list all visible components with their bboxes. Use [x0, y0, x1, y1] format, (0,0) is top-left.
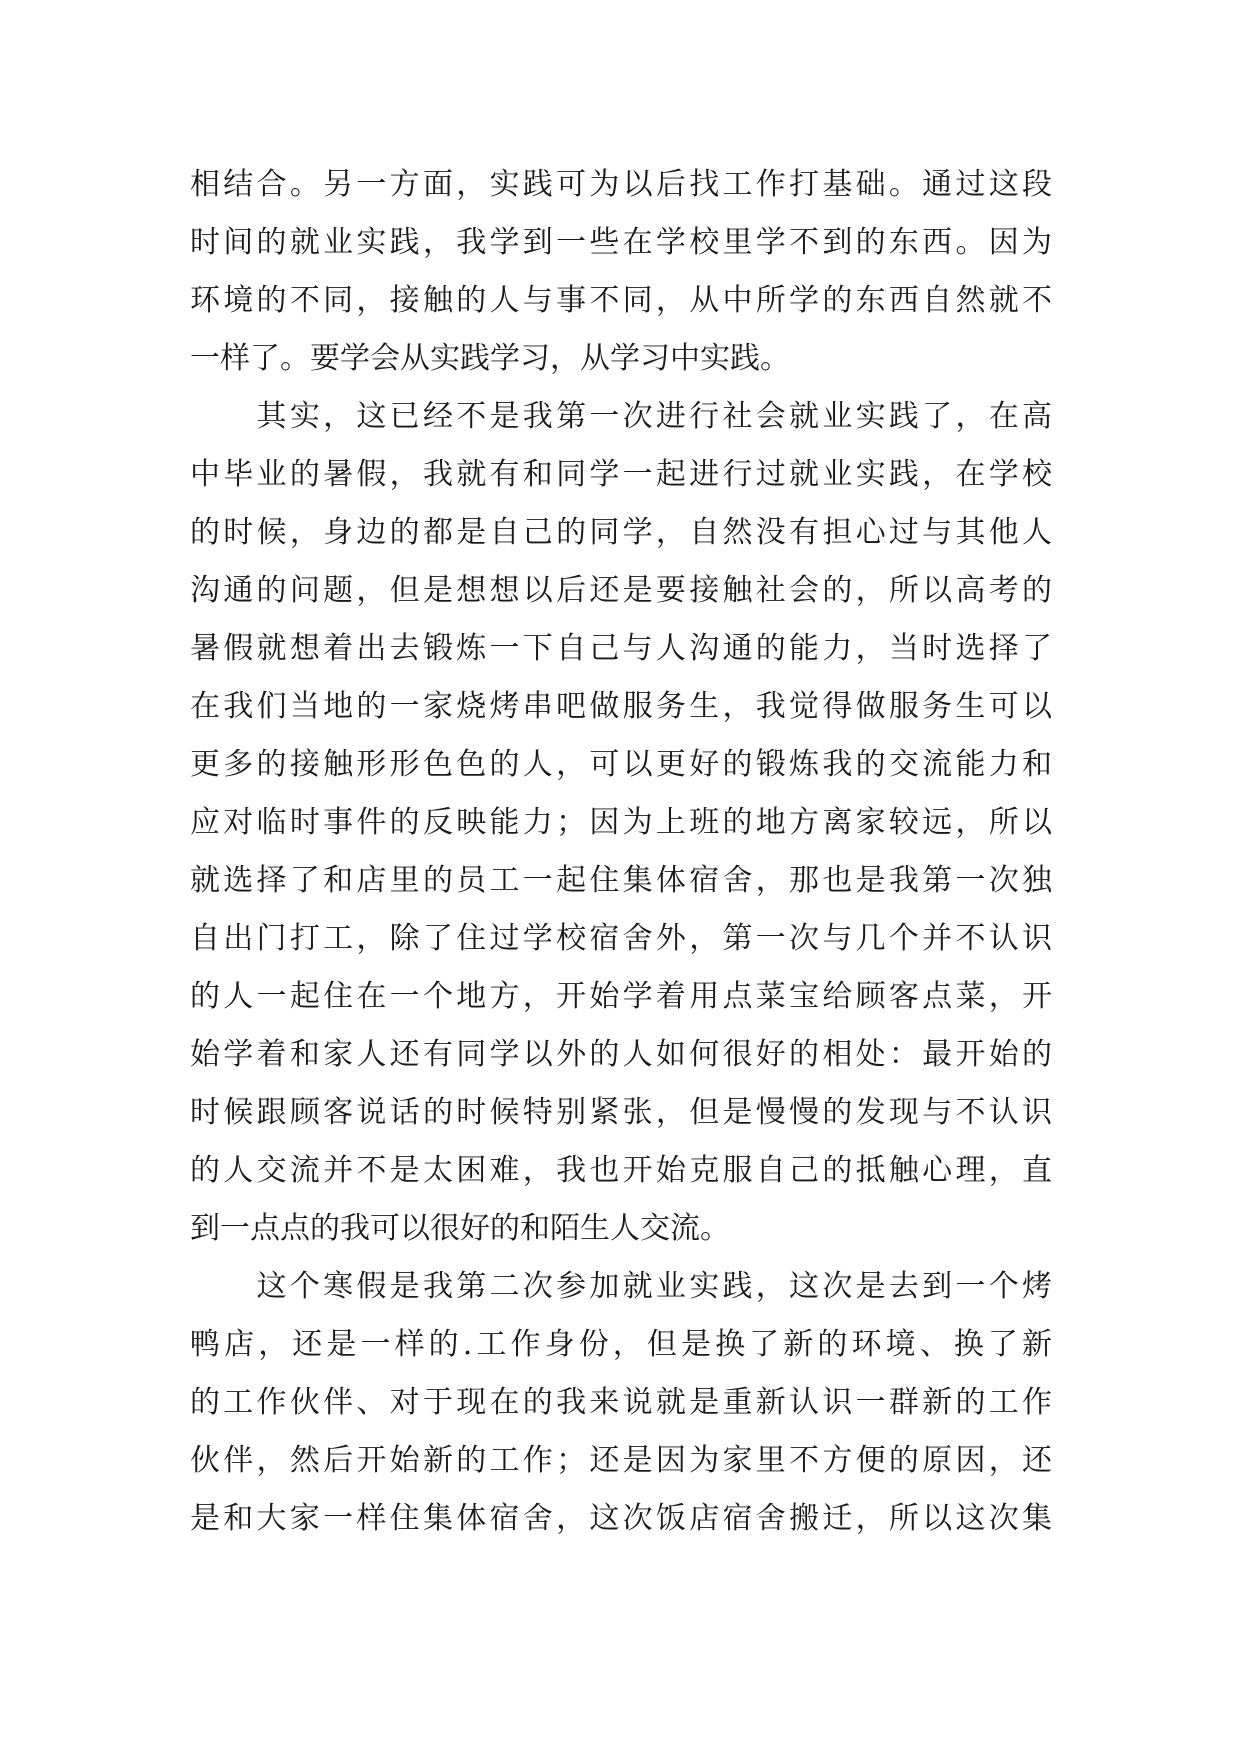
text-line: 这个寒假是我第二次参加就业实践，这次是去到一个烤: [190, 1269, 1052, 1304]
text-line: 时候跟顾客说话的时候特别紧张，但是慢慢的发现与不认识: [190, 1095, 1052, 1130]
text-line: 就选择了和店里的员工一起住集体宿舍，那也是我第一次独: [190, 863, 1052, 898]
text-line: 环境的不同，接触的人与事不同，从中所学的东西自然就不: [190, 283, 1052, 318]
text-line: 一样了。要学会从实践学习，从学习中实践。: [190, 341, 790, 376]
text-line: 时间的就业实践，我学到一些在学校里学不到的东西。因为: [190, 225, 1052, 260]
text-line: 其实，这已经不是我第一次进行社会就业实践了，在高: [190, 399, 1052, 434]
text-line: 是和大家一样住集体宿舍，这次饭店宿舍搬迁，所以这次集: [190, 1501, 1052, 1536]
text-line: 自出门打工，除了住过学校宿舍外，第一次与几个并不认识: [190, 921, 1052, 956]
text-line: 在我们当地的一家烧烤串吧做服务生，我觉得做服务生可以: [190, 689, 1052, 724]
text-line: 应对临时事件的反映能力；因为上班的地方离家较远，所以: [190, 805, 1052, 840]
text-line: 暑假就想着出去锻炼一下自己与人沟通的能力，当时选择了: [190, 631, 1052, 666]
text-line: 的工作伙伴、对于现在的我来说就是重新认识一群新的工作: [190, 1385, 1052, 1420]
text-line: 的人交流并不是太困难，我也开始克服自己的抵触心理，直: [190, 1153, 1052, 1188]
text-line: 更多的接触形形色色的人，可以更好的锻炼我的交流能力和: [190, 747, 1052, 782]
text-line: 鸭店，还是一样的.工作身份，但是换了新的环境、换了新: [190, 1327, 1052, 1362]
text-line: 沟通的问题，但是想想以后还是要接触社会的，所以高考的: [190, 573, 1052, 608]
text-line: 的时候，身边的都是自己的同学，自然没有担心过与其他人: [190, 515, 1052, 550]
text-line: 的人一起住在一个地方，开始学着用点菜宝给顾客点菜，开: [190, 979, 1052, 1014]
text-line: 到一点点的我可以很好的和陌生人交流。: [190, 1211, 730, 1246]
body-text: [190, 156, 1052, 1548]
text-line: 伙伴，然后开始新的工作；还是因为家里不方便的原因，还: [190, 1443, 1052, 1478]
text-line: 中毕业的暑假，我就有和同学一起进行过就业实践，在学校: [190, 457, 1052, 492]
text-line: 始学着和家人还有同学以外的人如何很好的相处：最开始的: [190, 1037, 1052, 1072]
text-line: 相结合。另一方面，实践可为以后找工作打基础。通过这段: [190, 167, 1052, 202]
